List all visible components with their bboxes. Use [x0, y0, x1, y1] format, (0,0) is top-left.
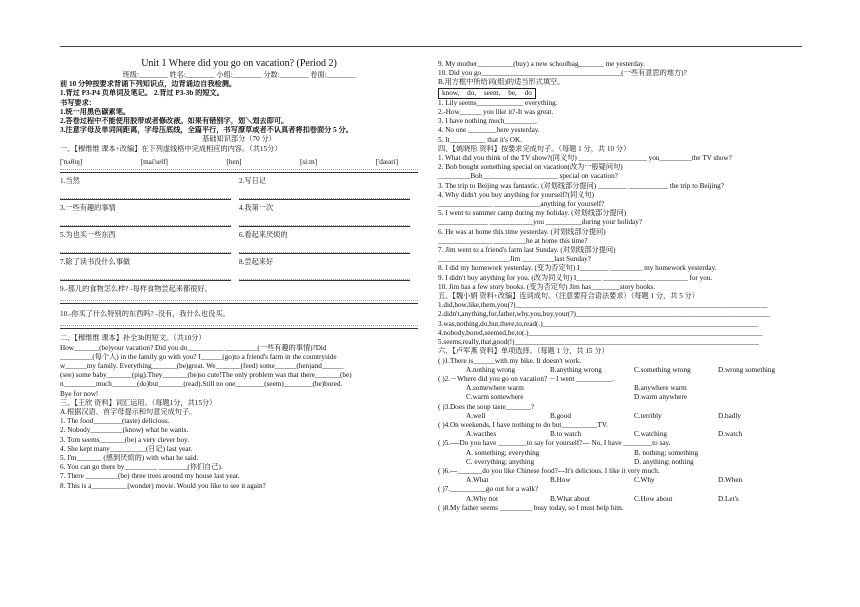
mc-option: B.What about: [550, 494, 590, 503]
rewrite-sentence: ____________________Jim _________last Sunday?: [438, 255, 591, 264]
mc-option: C.something wrong: [634, 365, 691, 374]
phonetic: [hen]: [226, 157, 242, 166]
section-5-heading: 五、【魏小娟 资料+改编】连词成句。（注意要符合语法要求）（每题 1 分，共 5 分）: [438, 292, 699, 301]
mc-options: [438, 384, 802, 393]
mc-option: A.wacthes: [466, 430, 497, 439]
section-3-heading: 三、【王欣 资料】词汇运用。（每题1分，共15分）: [60, 398, 217, 407]
rewrite-sentence: _______________ _____________anything for yourself?: [438, 200, 605, 209]
mc-option: A.nothing wrong: [466, 365, 516, 374]
section-3-subheading: A.根据汉语、首字母提示和句意完成句子。: [60, 408, 197, 417]
mc-option: A.well: [466, 411, 486, 420]
question-10: 10.-你买了什么特别的东西吗? -没有，我什么也没买。: [60, 310, 230, 319]
mc-option: D. anything; nothing: [634, 457, 694, 466]
word-order-item: 2.didn't,anything,for,father,why,you,buy,your(?)______________________________________________________: [438, 310, 770, 319]
word-order-item: 4.nobody,bored,seemed,be,to(.)_________________________________________________________________: [438, 328, 763, 337]
word-order-item: 5.seems,really,that,good(!)____________________________________________________________________: [438, 338, 759, 347]
rewrite-sentence: 10. Jim has a few story books. (变为否定句) Jim has________story books.: [438, 282, 656, 291]
passage-line: (see) some baby_______(pig).They_______(be)so cute!The only problem was that there_______(be): [60, 371, 352, 380]
mc-options: [438, 476, 802, 485]
answer-line: [60, 172, 418, 173]
mc-option: B.good: [550, 411, 571, 420]
phonetic: [siːm]: [299, 157, 318, 166]
section-3b-heading: B.用方框中所给词(组)的适当形式填空。: [438, 78, 565, 87]
mc-question: ( )6.---_______do you like Chinese food?---It's delicious. I like it very much.: [438, 466, 660, 475]
fill-sentence: 1. Lily seems_____________ everything.: [438, 98, 558, 107]
mc-option: B. nothing; something: [634, 448, 699, 457]
passage-line: Bye for now!: [60, 389, 99, 398]
vocab-item: 4.我第一次: [239, 204, 418, 227]
word-order-item: 3.was,nothing,do,but,there,to,read(.)____________________________________________________________: [438, 319, 759, 328]
answer-line: [60, 325, 418, 326]
mc-option: A.Why not: [466, 494, 498, 503]
passage-line: n_________much_______(do)but_______(read).Still no one________(seem)________(be)bored.: [60, 380, 343, 389]
word-box: know, do, seem, be, do: [438, 88, 536, 99]
fill-sentence: 3. I have nothing much_________: [438, 117, 537, 126]
passage-line: _________(每个人) in the family go with you? I______(go)to a friend's farm in the countryside: [60, 352, 337, 361]
vocab-sentence: 5. I'm_______ (感到厌烦的) with what he said.: [60, 454, 199, 463]
mc-option: D.warm anywhere: [634, 393, 688, 402]
rewrite-sentence: 6. He was at home this time yesterday. (对划线部分提问): [438, 227, 606, 236]
vocab-sentence: 6. You can go there by_________ ________(你们自己).: [60, 463, 223, 472]
mc-question: ( )3.Does the soup taste_______?: [438, 402, 535, 411]
rewrite-sentence: 9. I didn't buy anything for you. (改为同义句) I_______ ____________ ___________ for you.: [438, 273, 713, 282]
vocab-item: 3.一些有趣的事情: [60, 204, 239, 227]
vocab-item: 5.为也买一些东西: [60, 231, 239, 254]
rewrite-sentence: 4. Why didn't you buy anything for yourself?(同义句): [438, 190, 595, 199]
mc-options: [438, 430, 802, 439]
mc-options: [438, 366, 802, 375]
instruction-line: 前 10 分钟按要求背诵下列知识点，边背诵边自我检测。: [60, 80, 237, 89]
vocab-sentence: 1. The food________(taste) delicious.: [60, 417, 170, 426]
vocab-sentence: 2. Nobody_________(know) what he wants.: [60, 426, 189, 435]
mc-options: [438, 458, 802, 467]
mc-question: ( )5.----Do you have ________to say for yourself?--- No, I have ________to say.: [438, 439, 671, 448]
top-rule: [60, 46, 802, 47]
rewrite-sentence: _______________ _________he at home this time?: [438, 236, 588, 245]
fill-sentence: 2.-How______ you like it?-It was great.: [438, 108, 554, 117]
mc-question: ( )8.My father seems _________ busy today, so I must help him.: [438, 503, 624, 512]
vocab-sentence: 4. She kept many__________(日记) last year.: [60, 444, 193, 453]
phonetics-row: [60, 158, 418, 167]
instruction-line: 书写要求：: [60, 98, 96, 107]
mc-option: A. something; everything: [466, 448, 540, 457]
mc-option: D.wrong something: [718, 365, 776, 374]
mc-option: D.badly: [718, 411, 741, 420]
fill-sentence: 5. It__________ that it's OK.: [438, 135, 522, 144]
mc-option: C.watching: [634, 430, 667, 439]
right-column: [438, 60, 802, 513]
vocab-grid: [60, 177, 418, 285]
instruction-line: 3.注意字母及单词间距离，字母压底线，全篇平行，书写潦草或者不认真者将扣卷面分 5 分。: [60, 126, 353, 135]
mc-option: C.Why: [634, 476, 655, 485]
mc-option: C.terribly: [634, 411, 662, 420]
worksheet-title: Unit 1 Where did you go on vacation? (Period 2): [141, 58, 337, 69]
section-6-heading: 六、【卢军燕 资料】单项选择。（每题 1 分，共 15 分）: [438, 347, 609, 356]
vocab-item: 1.当然: [60, 177, 239, 200]
question-9: 9.-那儿的食物怎么样? -每样食物尝起来都很好。: [60, 285, 212, 294]
vocab-sentence: 8. This is a__________(wonder) movie. Would you like to see it again?: [60, 481, 266, 490]
mc-question: ( )4.On weekends, I have nothing to do but__________TV.: [438, 420, 608, 429]
mc-option: C.How about: [634, 494, 673, 503]
left-column: [60, 58, 418, 491]
rewrite-sentence: _________Bob_____________________ special on vacation?: [438, 172, 618, 181]
instruction-line: 1.统一用黑色碳素笔。: [60, 107, 131, 116]
answer-line: [60, 300, 418, 301]
mc-options: [438, 393, 802, 402]
rewrite-sentence: 2. Bob bought something special on vacation(改为一般疑问句): [438, 163, 623, 172]
section-2-heading: 二、【穆维维 课本】补全3b的短文。（共10分）: [60, 334, 206, 343]
mc-option: D.When: [718, 476, 743, 485]
mc-question: ( )2.－Where did you go on vacation? －I went __________.: [438, 374, 614, 383]
student-info-line: 班级:________ 姓名:________ 小组:________ 分数:________ 卷面:________: [122, 71, 356, 79]
vocab-item: 8.尝起来好: [239, 258, 418, 281]
mc-option: B.How: [550, 476, 571, 485]
vocab-sentence: 9. My mother__________(buy) a new schoolbag_______ me yesterday.: [438, 60, 645, 68]
vocab-sentence: 3. Tom seems_______(be) a very clever boy.: [60, 435, 190, 444]
phonetic: ['daɪəri]: [375, 157, 398, 166]
mc-options: [438, 412, 802, 421]
mc-options: [438, 449, 802, 458]
mc-question: ( )1.There is______with my bike. It doesn't work.: [438, 356, 582, 365]
rewrite-sentence: 8. I did my homework yesterday. (变为否定句) I________ _________ my homework yesterday.: [438, 264, 717, 273]
rewrite-sentence: 3. The trip to Beijing was fantastic. (对划线部分提问) ________ ___________ the trip to Beijing?: [438, 181, 724, 190]
mc-option: A.What: [466, 476, 489, 485]
rewrite-sentence: 1. What did you think of the TV show?(同义句) ___________________ you_________the TV show?: [438, 154, 732, 163]
section-1-heading: 一、【穆维维 课本+改编】在下列虚线格中完成相应的内容。（共15分）: [60, 144, 282, 153]
mc-options: [438, 495, 802, 504]
instruction-line: 1.背过 P3-P4 页单词及笔记。 2.背过 P3-3b 的短文。: [60, 89, 224, 98]
vocab-sentence: 10. Did you go_______________________________________(一些有意思的地方)?: [438, 69, 687, 78]
passage-line: How_______(be)your vacation? Did you do__________ _________(一些有趣的事情)?Did: [60, 343, 327, 352]
vocab-item: 2.写日记: [239, 177, 418, 200]
mc-option: C. everything; anything: [466, 457, 535, 466]
instruction-line: 2.答卷过程中不能使用胶带或者修改液。如果有错别字，划＼划去即可。: [60, 117, 289, 126]
multiple-choice-list: [438, 357, 802, 513]
rewrite-sentence: 7. Jim went to a friend's farm last Sunday. (对划线部分提问): [438, 246, 616, 255]
mc-option: B.anything wrong: [550, 365, 602, 374]
mc-option: B.to watch: [550, 430, 582, 439]
mc-option: D.watch: [718, 430, 743, 439]
answer-line: [60, 328, 418, 329]
passage-line: w______my family. Everything_______(be)great. We_______(feed) some______(hen)and______: [60, 362, 344, 371]
answer-line: [60, 169, 418, 170]
section-4-heading: 四、【姚晓彤 资料】按要求完成句子。（每题 1 分，共 10 分）: [438, 144, 631, 153]
word-order-item: 1.did,how,like,them,you(?)______________________________________________________________________: [438, 301, 768, 310]
basic-knowledge-heading: 基础知识部分（70 分）: [202, 135, 276, 144]
mc-option: A.somewhere warm: [466, 384, 524, 393]
mc-option: B.anywhere warm: [634, 384, 687, 393]
fill-sentence: 4. No one ________here yesterday.: [438, 126, 540, 135]
phonetic: ['nʌθɪŋ]: [60, 157, 83, 166]
mc-option: D.Let's: [718, 494, 739, 503]
rewrite-sentence: ______________ ____________you __________during your holiday?: [438, 218, 643, 227]
answer-line: [60, 303, 418, 304]
phonetic: [mai'self]: [140, 157, 168, 166]
vocab-item: 6.看起来厌烦的: [239, 231, 418, 254]
mc-option: C.warm somewhere: [466, 393, 524, 402]
vocab-item: 7.除了读书没什么事做: [60, 258, 239, 281]
mc-question: ( )7.__________go out for a walk?: [438, 485, 539, 494]
vocab-sentence: 7. There _________(be) three trees around my house last year.: [60, 472, 240, 481]
rewrite-sentence: 5. I went to summer camp during my holiday. (对划线部分提问): [438, 209, 627, 218]
